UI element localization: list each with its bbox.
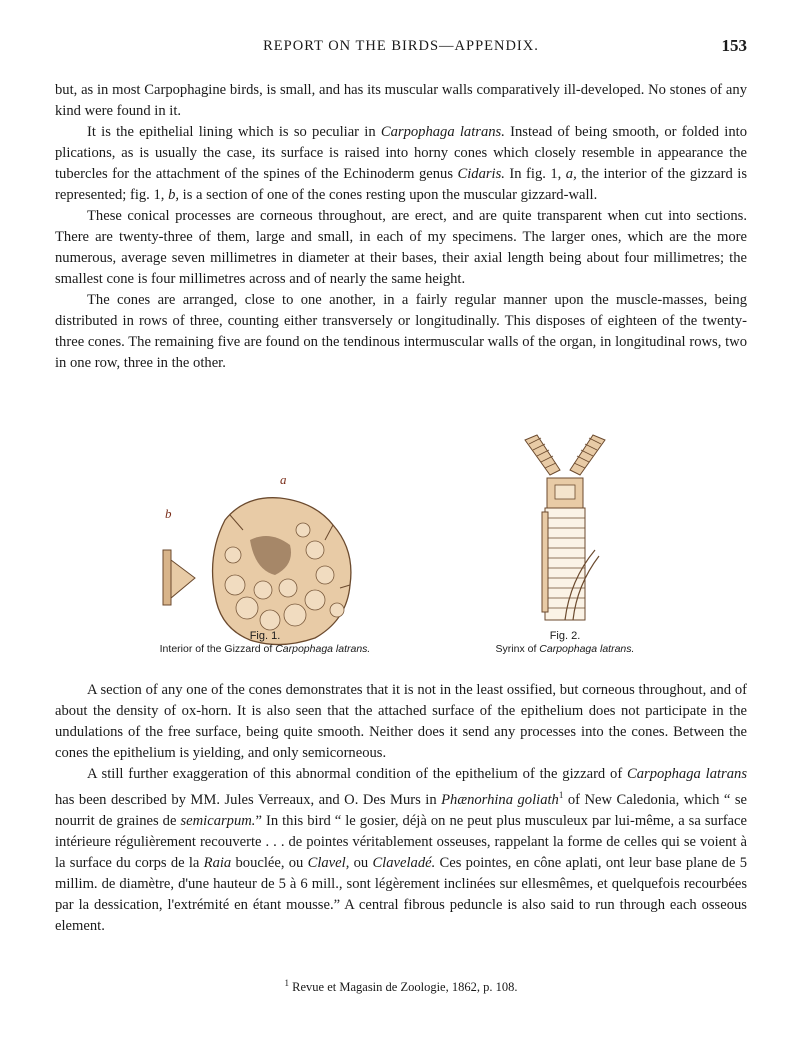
paragraph-4: The cones are arranged, close to one another, in a fairly regular manner upon the muscle-masses, being distributed in rows of three, counting either transversely or longitudinally. This disposes of eighteen of the twenty-three cones. The remaining five are found on the tendinous intermuscular walls of the organ, in longitudinal rows, two in one row, three in the other. — [55, 292, 747, 371]
body-text-bottom — [55, 680, 747, 937]
running-title: REPORT ON THE BIRDS—APPENDIX. — [263, 38, 539, 54]
figure-1-caption — [120, 630, 410, 656]
gizzard-interior-a — [213, 498, 351, 645]
cone-section-b — [163, 550, 195, 605]
p6-text-1: A still further exaggeration of this abnormal condition of the epithelium of the gizzard of — [87, 766, 628, 782]
figure-label-b: b — [165, 506, 172, 521]
syrinx-box — [547, 478, 583, 508]
bronchi — [525, 435, 605, 475]
figure-2-caption — [470, 630, 660, 656]
body-text-top — [55, 80, 747, 374]
gizzard-illustration — [155, 490, 370, 650]
figure-2-number: Fig. 2. — [549, 630, 581, 642]
footnote-number: 1 — [284, 978, 290, 988]
p6-italic-1: Carpophaga latrans — [627, 766, 748, 782]
trachea — [542, 508, 599, 620]
p6-text-3: of New Caledonia, which “ se nourrit de graines de — [55, 791, 748, 829]
syrinx-illustration — [495, 430, 635, 630]
paragraph-1: but, as in most Carpophagine birds, is small, and has its muscular walls comparatively ill-developed. No stones of any kind were found in it. — [55, 82, 747, 119]
figure-2-caption-text: Syrinx of — [495, 643, 540, 655]
figure-1-caption-italic: Carpophaga latrans. — [275, 643, 371, 655]
p6-text-4: ” In this bird “ le gosier, déjà on ne peut plus musculeux par lui-même, a sa surface intérieure régulièrement recouverte . . . de pointes véritablement osseuses, rappelant la forme de celles qui se voient à la surface du corps de la — [55, 812, 747, 871]
paragraph-3: These conical processes are corneous throughout, are erect, and are quite transparent when cut into sections. There are twenty-three of them, large and small, in each of my specimens. The larger ones, which are the more numerous, average seven millimetres in diameter at their bases, their axial length being about four millimetres; the smallest cone is four millimetres across and of nearly the same height. — [55, 208, 747, 287]
p2-italic-4: b, — [168, 187, 180, 203]
p2-text-2: Instead of being smooth, or folded into plications, as is usually the case, its surface is raised into horny cones which closely resemble in appearance the tubercles for the attachment of the spines of the Echinoderm genus — [55, 124, 747, 182]
p2-text-3: In fig. 1, — [504, 166, 566, 182]
p6-text-2: has been described by MM. Jules Verreaux, and O. Des Murs in — [55, 791, 442, 808]
p2-text-1: It is the epithelial lining which is so peculiar in — [87, 124, 381, 140]
figure-1-caption-text: Interior of the Gizzard of — [159, 643, 276, 655]
p2-italic-3: a, — [565, 166, 577, 182]
figure-label-a: a — [280, 472, 287, 487]
paragraph-2 — [55, 122, 747, 206]
p2-italic-1: Carpophaga latrans. — [380, 124, 505, 140]
p6-italic-5: Clavel, — [307, 854, 350, 871]
paragraph-6 — [55, 764, 747, 937]
page-header — [55, 36, 747, 58]
p6-italic-4: Raia — [203, 854, 232, 871]
footnote-marker: 1 — [558, 790, 564, 800]
p2-text-4: the interior of the gizzard is represented; fig. 1, — [55, 166, 747, 203]
footnote-text: Revue et Magasin de Zoologie, 1862, p. 108. — [289, 980, 518, 995]
p6-italic-6: Claveladé. — [372, 854, 436, 871]
p2-italic-2: Cidaris. — [457, 166, 505, 182]
p6-text-5: bouclée, ou — [231, 854, 308, 871]
p6-italic-3: semicarpum. — [180, 812, 256, 829]
figure-1-number: Fig. 1. — [249, 630, 281, 642]
figure-2-caption-italic: Carpophaga latrans. — [539, 643, 635, 655]
p6-text-7: Ces pointes, en cône aplati, ont leur base plane de 5 millim. de diamètre, d'une hauteur de 5 à 6 mill., sont légèrement inclinées sur ellesmêmes, et quelquefois recourbées par la dessication, l'extrémité en étant mousse.” A central fibrous peduncle is also said to run through each osseous element. — [55, 854, 747, 934]
page-number: 153 — [721, 36, 747, 55]
figure-2-syrinx — [495, 430, 635, 660]
p6-italic-2: Phænorhina goliath — [441, 791, 559, 808]
p6-text-6: ou — [349, 854, 373, 871]
footnote — [55, 978, 747, 995]
p2-text-5: is a section of one of the cones resting upon the muscular gizzard-wall. — [179, 187, 598, 203]
paragraph-5: A section of any one of the cones demonstrates that it is not in the least ossified, but corneous throughout, and of about the density of ox-horn. It is also seen that the attached surface of the epithelium does not participate in the undulations of the free surface, being quite smooth. Neither does it send any processes into the cones. Between the cones the epithelium is yielding, and only semicorneous. — [55, 682, 747, 761]
